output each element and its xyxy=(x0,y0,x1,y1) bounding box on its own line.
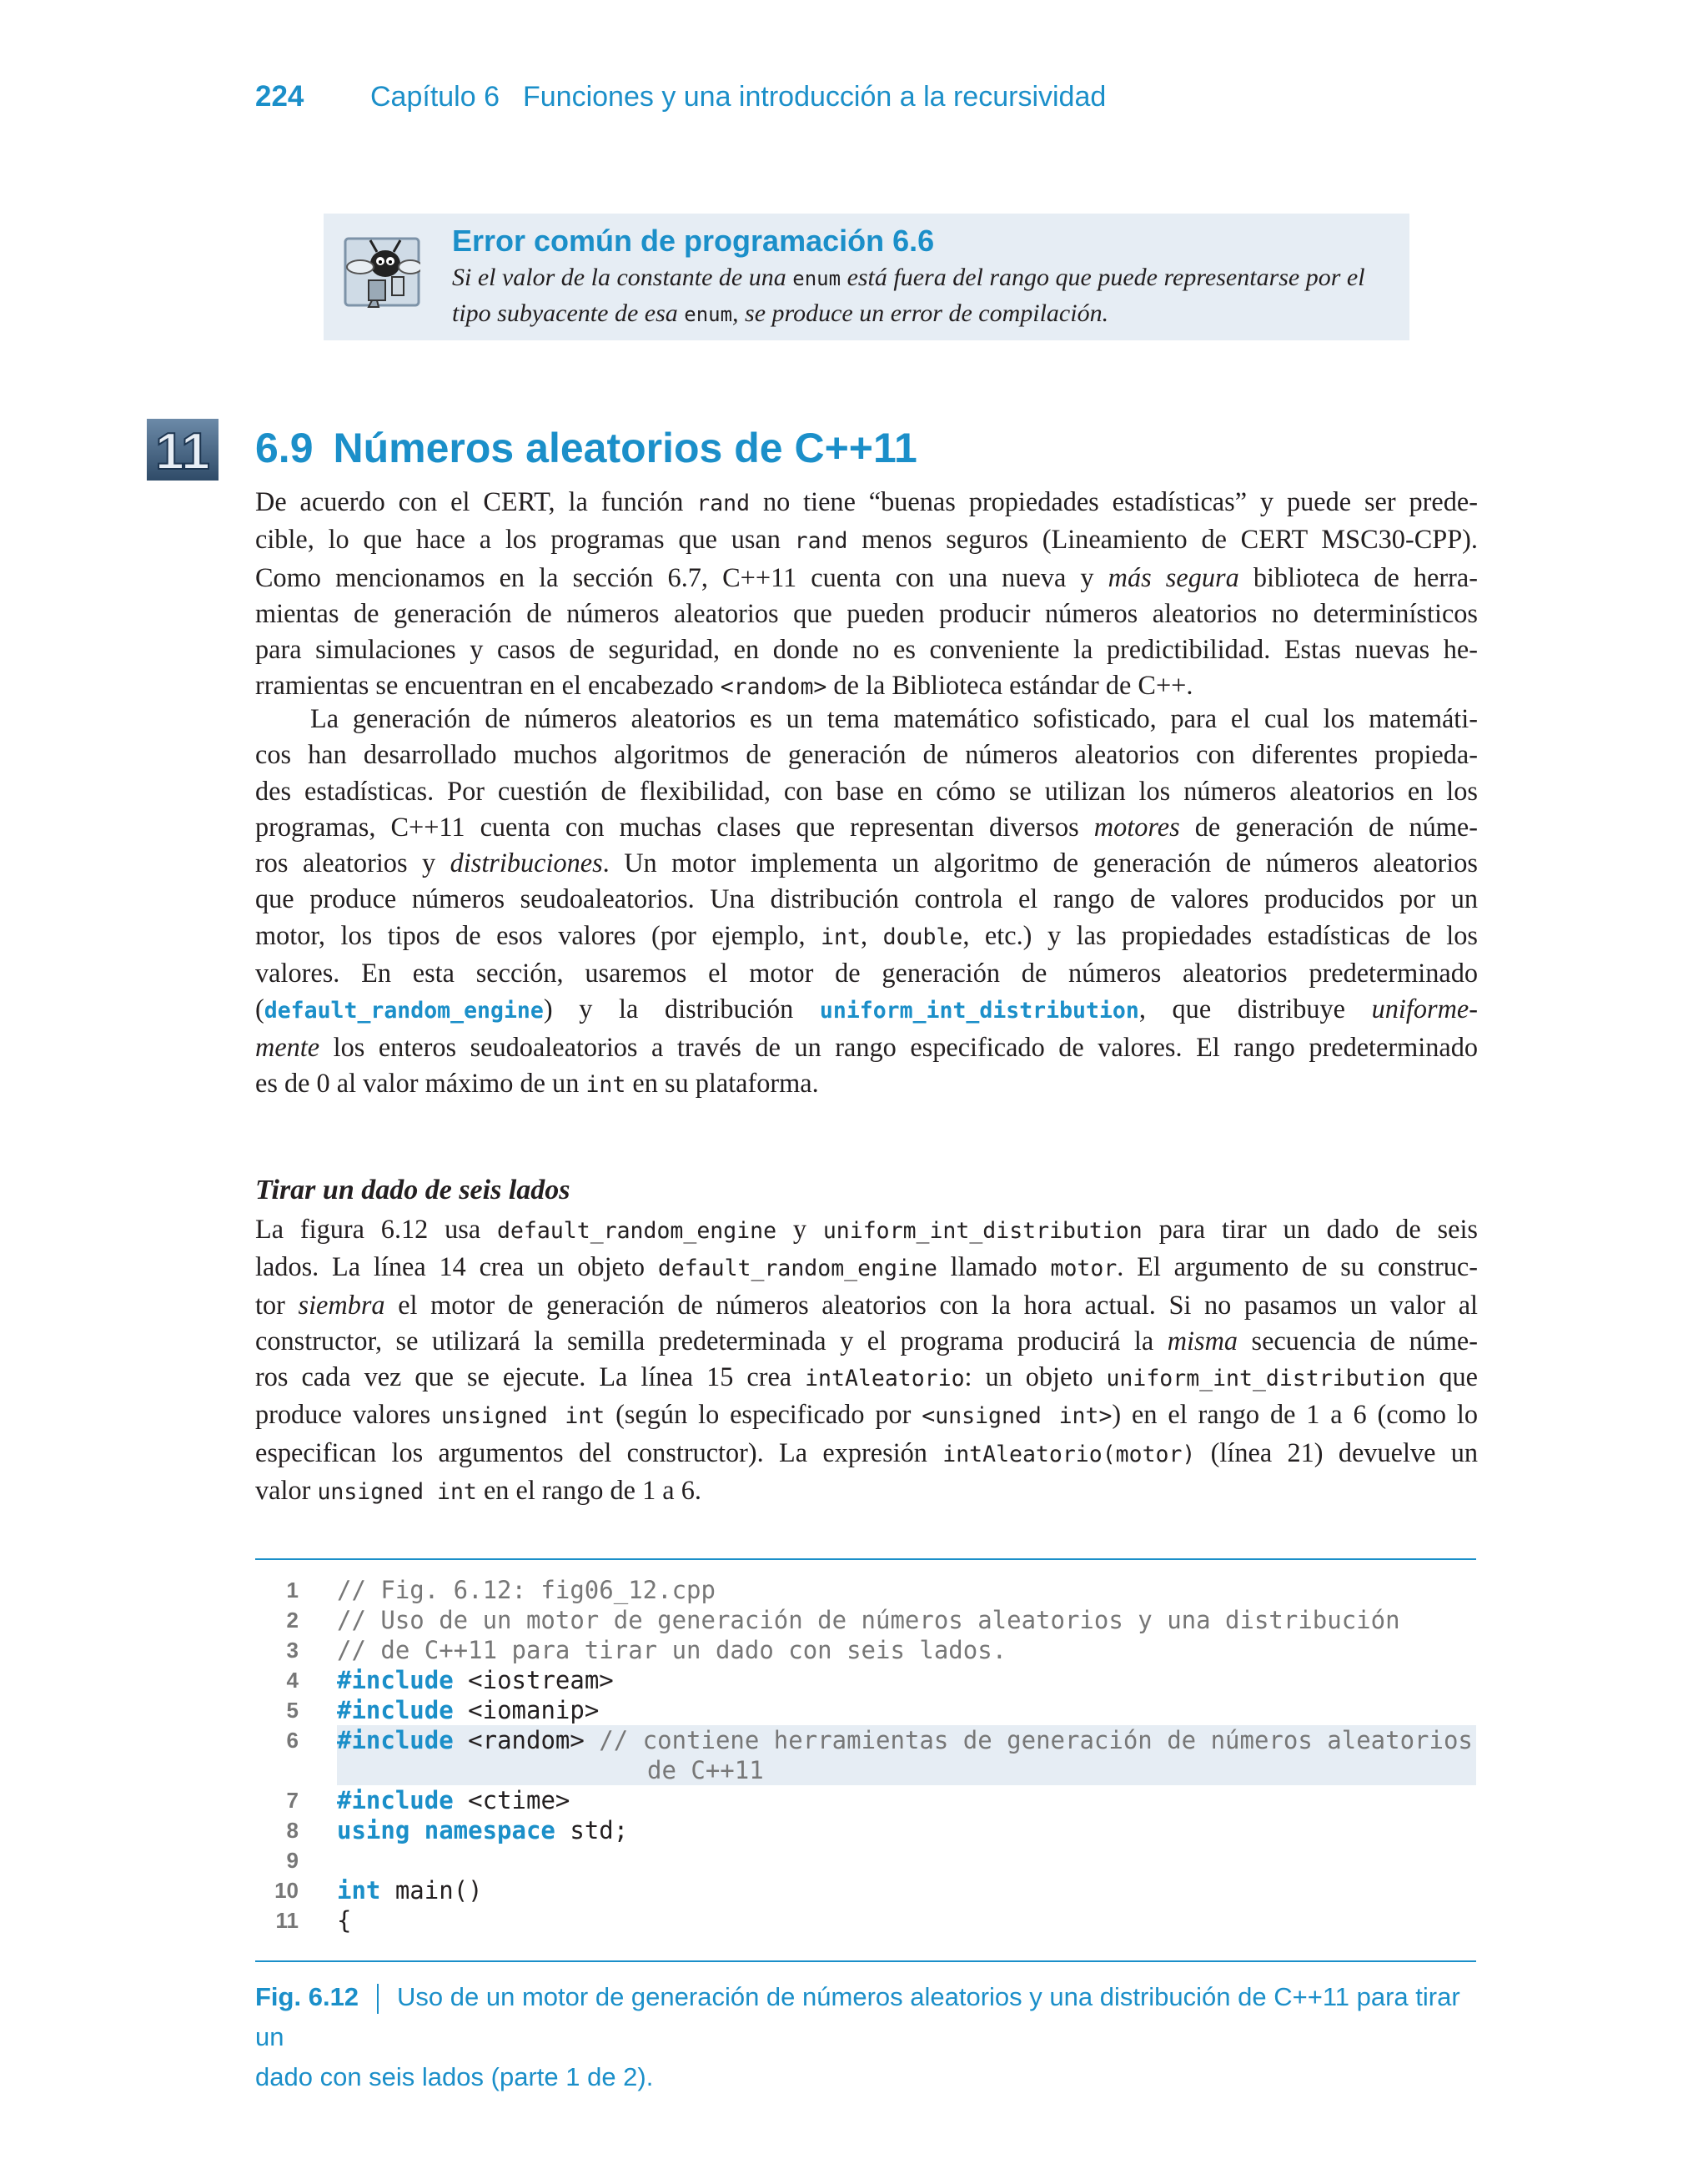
subheading: Tirar un dado de seis lados xyxy=(255,1175,570,1205)
bug-thumbs-down-icon xyxy=(344,234,420,310)
line-number: 11 xyxy=(275,1908,299,1933)
code-text xyxy=(337,1635,1476,1665)
code-line xyxy=(255,1725,1476,1785)
code-text xyxy=(337,1905,1476,1935)
code-keyword: #include xyxy=(337,1786,454,1814)
page-number: 224 xyxy=(255,80,304,113)
paragraph-1: De acuerdo con el CERT, la función rand no tiene “buenas propiedades estadísticas” y puede ser prede- cible, lo que hace a los programas que usan rand menos seguros (Lineamiento de CERT MSC30-CPP). Como mencionamos en la sección 6.7, C++11 cuenta con una nueva y más segura biblioteca de herra- mientas de generación de números aleatorios que pueden producir números aleatorios no determinísticos para simulaciones y casos de seguridad, en donde no es conveniente la predictibilidad. Estas nuevas he- rramientas se encuentran en el encabezado <random> de la Biblioteca estándar de C++. xyxy=(255,486,1479,701)
line-number: 1 xyxy=(286,1578,299,1603)
code-text xyxy=(337,1725,1476,1785)
code-keyword: using namespace xyxy=(337,1816,555,1844)
code-token: main() xyxy=(380,1876,483,1905)
code-listing xyxy=(255,1575,1476,1935)
section-number: 6.9 xyxy=(255,425,314,471)
code-keyword: int xyxy=(337,1876,381,1905)
code-line xyxy=(255,1635,1476,1665)
error-text: Si el valor de la constante de una enum está fuera del rango que puede representarse por el tipo subyacente de esa enum, se produce un error de compilación. xyxy=(452,264,1365,327)
code-token: <iostream> xyxy=(453,1666,614,1694)
code-token: std; xyxy=(555,1816,629,1844)
code-keyword: #include xyxy=(337,1666,454,1694)
code-keyword: #include xyxy=(337,1726,454,1754)
common-error-box xyxy=(324,214,1409,340)
listing-bottom-rule xyxy=(255,1960,1476,1962)
code-text xyxy=(337,1575,1476,1605)
section-title: Números aleatorios de C++11 xyxy=(333,425,917,471)
figure-label: Fig. 6.12 xyxy=(255,1982,359,2011)
code-line xyxy=(255,1905,1476,1935)
svg-text:11: 11 xyxy=(155,423,210,481)
caption-text-line2: dado con seis lados (parte 1 de 2). xyxy=(255,2062,654,2091)
line-number: 2 xyxy=(286,1608,299,1633)
code-token: <iomanip> xyxy=(453,1696,600,1724)
code-token: <ctime> xyxy=(453,1786,570,1814)
chapter-title: Funciones y una introducción a la recursividad xyxy=(523,81,1107,113)
code-text xyxy=(337,1695,1476,1725)
code-text xyxy=(337,1815,1476,1845)
section-heading xyxy=(255,424,917,472)
code-comment-continuation: de C++11 xyxy=(647,1756,764,1784)
line-number: 9 xyxy=(286,1848,299,1873)
code-comment: // Fig. 6.12: fig06_12.cpp xyxy=(337,1576,716,1604)
code-line xyxy=(255,1575,1476,1605)
code-token: <random> xyxy=(453,1726,600,1754)
line-number: 10 xyxy=(274,1878,299,1903)
code-comment: // de C++11 para tirar un dado con seis lados. xyxy=(337,1636,1007,1664)
code-keyword: #include xyxy=(337,1696,454,1724)
code-text xyxy=(337,1605,1476,1635)
code-comment: // Uso de un motor de generación de números aleatorios y una distribución xyxy=(337,1606,1400,1634)
code-comment: // contiene herramientas de generación de números aleatorios xyxy=(599,1726,1473,1754)
code-line xyxy=(255,1875,1476,1905)
caption-text-line1: Uso de un motor de generación de números aleatorios y una distribución de C++11 para tirar un xyxy=(255,1982,1460,2051)
code-text xyxy=(337,1785,1476,1815)
error-title: Error común de programación 6.6 xyxy=(452,224,935,258)
chapter-label: Capítulo 6 xyxy=(370,81,500,113)
line-number: 3 xyxy=(286,1638,299,1663)
code-line xyxy=(255,1845,1476,1875)
code-text xyxy=(337,1665,1476,1695)
paragraph-2: La generación de números aleatorios es un tema matemático sofisticado, para el cual los matemáti- cos han desarrollado muchos algoritmos de generación de números aleatorios con diferentes propieda- des estadísticas. Por cuestión de flexibilidad, con base en cómo se utilizan los números aleatorios en los programas, C++11 cuenta con muchas clases que representan diversos motores de generación de núme- ros aleatorios y distribuciones. Un motor implementa un algoritmo de generación de números aleatorios que produce números seudoaleatorios. Una distribución controla el rango de valores producidos por un motor, los tipos de esos valores (por ejemplo, int, double, etc.) y las propiedades estadísticas de los valores. En esta sección, usaremos el motor de generación de números aleatorios predeterminado (default_random_engine) y la distribución uniform_int_distribution, que distribuye uniforme- mente los enteros seudoaleatorios a través de un rango especificado de valores. El rango predeterminado es de 0 al valor máximo de un int en su plataforma. xyxy=(255,703,1479,1098)
paragraph-3: La figura 6.12 usa default_random_engine y uniform_int_distribution para tirar un dado de seis lados. La línea 14 crea un objeto default_random_engine llamado motor. El argumento de su construc- tor siembra el motor de generación de números aleatorios con la hora actual. Si no pasamos un valor al constructor, se utilizará la semilla predeterminada y el programa producirá la misma secuencia de núme- ros cada vez que se ejecute. La línea 15 crea intAleatorio: un objeto uniform_int_distribution que produce valores unsigned int (según lo especificado por <unsigned int>) en el rango de 1 a 6 (como lo especifican los argumentos del constructor). La expresión intAleatorio(motor) (línea 21) devuelve un valor unsigned int en el rango de 1 a 6. xyxy=(255,1214,1479,1506)
code-line xyxy=(255,1785,1476,1815)
code-line xyxy=(255,1665,1476,1695)
caption-separator xyxy=(377,1984,379,2014)
code-line xyxy=(255,1605,1476,1635)
line-number: 8 xyxy=(286,1818,299,1843)
code-line xyxy=(255,1815,1476,1845)
code-line xyxy=(255,1695,1476,1725)
code-token: { xyxy=(337,1906,352,1935)
figure-caption xyxy=(255,1977,1481,2097)
code-text xyxy=(337,1875,1476,1905)
running-header xyxy=(255,80,1106,117)
cpp11-badge-icon xyxy=(147,419,219,481)
listing-top-rule xyxy=(255,1558,1476,1560)
line-number: 4 xyxy=(286,1668,299,1693)
line-number: 5 xyxy=(286,1698,299,1723)
line-number: 6 xyxy=(286,1728,299,1753)
line-number: 7 xyxy=(286,1788,299,1813)
